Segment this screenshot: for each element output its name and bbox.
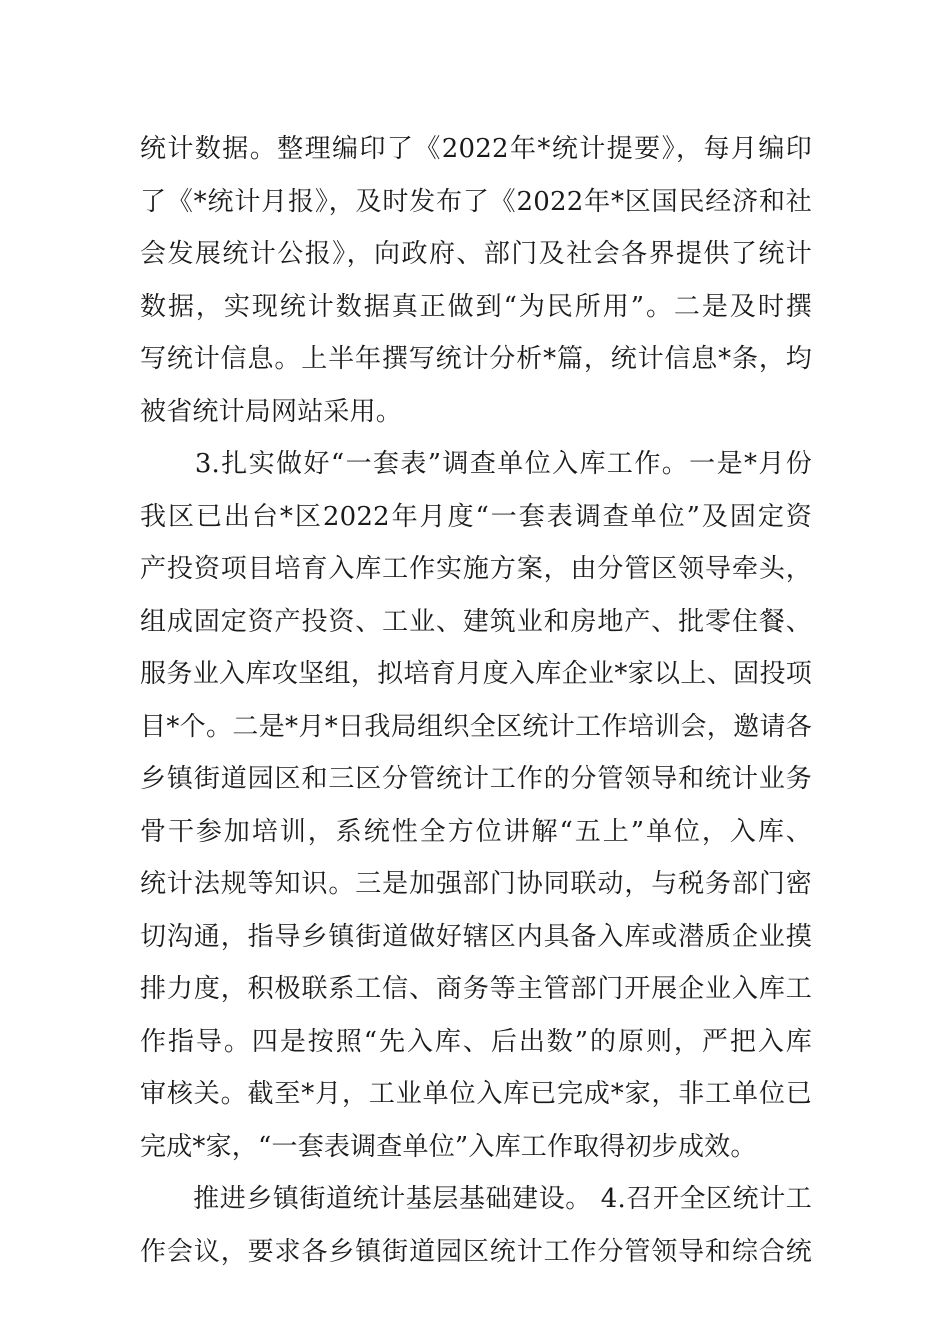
text-line: 推进乡镇街道统计基层基础建设。 4.召开全区统计工 <box>140 1184 812 1214</box>
text-line: 3.扎实做好“一套表”调查单位入库工作。一是*月份 <box>140 449 812 479</box>
text-line: 作会议，要求各乡镇街道园区统计工作分管领导和综合统 <box>140 1236 812 1267</box>
text-line: 组成固定资产投资、工业、建筑业和房地产、批零住餐、 <box>140 606 812 637</box>
text-line: 了《*统计月报》，及时发布了《2022年*区国民经济和社 <box>140 186 812 217</box>
text-line: 会发展统计公报》，向政府、部门及社会各界提供了统计 <box>140 239 812 269</box>
text-line: 作指导。四是按照“先入库、后出数”的原则，严把入库 <box>140 1026 812 1057</box>
body-text <box>140 123 812 1278</box>
text-line: 被省统计局网站采用。 <box>140 396 403 427</box>
text-line: 统计数据。整理编印了《2022年*统计提要》，每月编印 <box>140 134 812 164</box>
text-line: 写统计信息。上半年撰写统计分析*篇，统计信息*条，均 <box>140 344 812 374</box>
text-line: 切沟通，指导乡镇街道做好辖区内具备入库或潜质企业摸 <box>140 921 812 952</box>
text-line: 我区已出台*区2022年月度“一套表调查单位”及固定资 <box>140 501 812 532</box>
text-line: 乡镇街道园区和三区分管统计工作的分管领导和统计业务 <box>140 764 812 794</box>
text-line: 目*个。二是*月*日我局组织全区统计工作培训会，邀请各 <box>140 711 812 742</box>
text-line: 统计法规等知识。三是加强部门协同联动，与税务部门密 <box>140 869 812 899</box>
text-line: 骨干参加培训，系统性全方位讲解“五上”单位，入库、 <box>140 816 812 847</box>
text-line: 产投资项目培育入库工作实施方案，由分管区领导牵头， <box>140 554 812 584</box>
text-line: 完成*家，“一套表调查单位”入库工作取得初步成效。 <box>140 1131 757 1162</box>
text-line: 排力度，积极联系工信、商务等主管部门开展企业入库工 <box>140 974 812 1004</box>
text-line: 数据，实现统计数据真正做到“为民所用”。二是及时撰 <box>140 291 812 322</box>
text-line: 审核关。截至*月，工业单位入库已完成*家，非工单位已 <box>140 1079 812 1109</box>
text-line: 服务业入库攻坚组，拟培育月度入库企业*家以上、固投项 <box>140 659 812 689</box>
